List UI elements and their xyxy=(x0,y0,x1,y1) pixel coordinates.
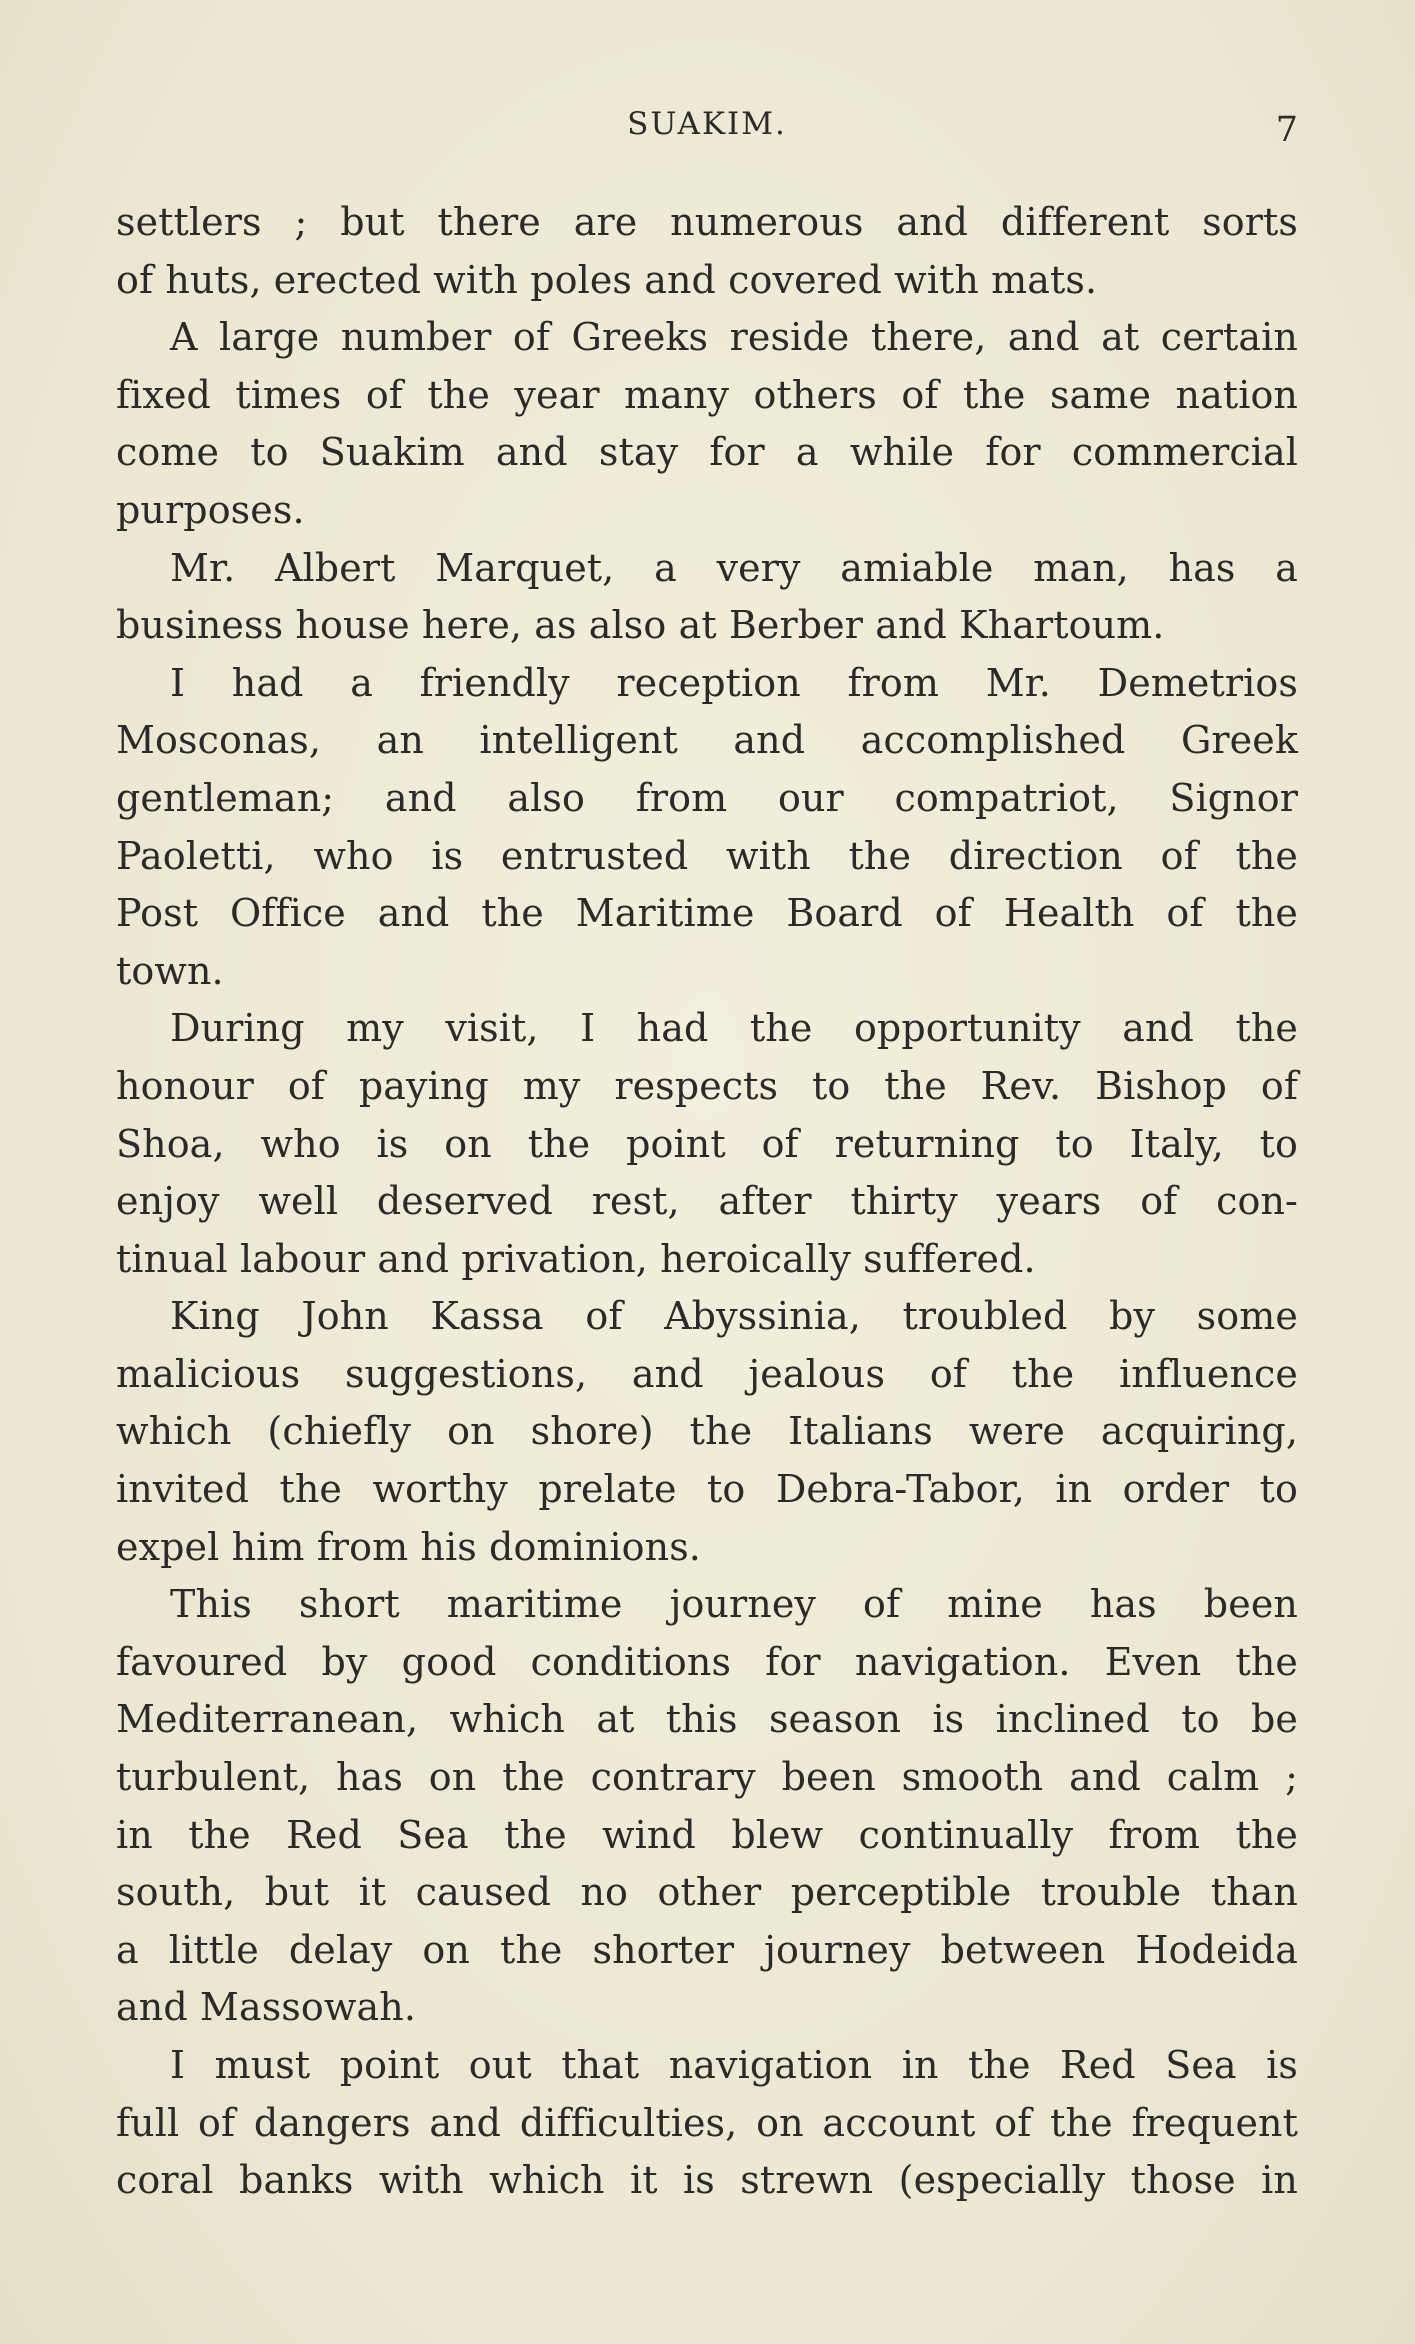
paragraph xyxy=(116,1288,1298,1576)
text-line: full of dangers and difficulties, on account of the frequent xyxy=(116,2100,1298,2145)
page-header xyxy=(116,102,1298,152)
text-line: in the Red Sea the wind blew continually from the xyxy=(116,1812,1298,1857)
text-line: settlers ; but there are numerous and different sorts xyxy=(116,200,1298,244)
paragraph xyxy=(116,309,1298,539)
text-line: come to Suakim and stay for a while for commercial xyxy=(116,430,1298,475)
text-line: of huts, erected with poles and covered with mats. xyxy=(116,257,1098,302)
text-line: turbulent, has on the contrary been smooth and calm ; xyxy=(116,1755,1298,1800)
text-line: purposes. xyxy=(116,487,305,532)
text-line: business house here, as also at Berber and Khartoum. xyxy=(116,603,1165,648)
text-line: south, but it caused no other perceptible trouble than xyxy=(116,1870,1298,1915)
text-line: town. xyxy=(116,948,224,993)
text-line: Mediterranean, which at this season is inclined to be xyxy=(116,1697,1298,1742)
text-line: I had a friendly reception from Mr. Demetrios xyxy=(170,660,1298,705)
text-line: which (chiefly on shore) the Italians were acquiring, xyxy=(116,1409,1298,1454)
text-line: Mr. Albert Marquet, a very amiable man, has a xyxy=(170,545,1298,590)
text-line: King John Kassa of Abyssinia, troubled by some xyxy=(170,1294,1298,1339)
running-title: SUAKIM. xyxy=(627,106,787,142)
text-line: and Massowah. xyxy=(116,1985,417,2030)
text-line: gentleman; and also from our compatriot, Signor xyxy=(116,775,1298,820)
text-line: malicious suggestions, and jealous of the influence xyxy=(116,1351,1298,1396)
text-line: This short maritime journey of mine has been xyxy=(170,1582,1298,1627)
text-line: expel him from his dominions. xyxy=(116,1524,701,1569)
paragraph xyxy=(116,1576,1298,2037)
text-line: Paoletti, who is entrusted with the direction of the xyxy=(116,833,1298,878)
paragraph xyxy=(116,2037,1298,2210)
text-line: a little delay on the shorter journey between Hodeida xyxy=(116,1927,1298,1972)
text-line: tinual labour and privation, heroically suffered. xyxy=(116,1236,1036,1281)
paragraph xyxy=(116,194,1298,309)
paragraph xyxy=(116,540,1298,655)
paragraph xyxy=(116,655,1298,1001)
text-line: favoured by good conditions for navigation. Even the xyxy=(116,1639,1298,1684)
text-line: I must point out that navigation in the Red Sea is xyxy=(170,2043,1298,2087)
text-line: Shoa, who is on the point of returning to Italy, to xyxy=(116,1121,1298,1166)
text-line: A large number of Greeks reside there, and at certain xyxy=(170,315,1298,360)
text-line: honour of paying my respects to the Rev. Bishop of xyxy=(116,1063,1298,1108)
text-line: enjoy well deserved rest, after thirty years of con- xyxy=(116,1179,1298,1224)
text-line: During my visit, I had the opportunity and the xyxy=(170,1006,1298,1051)
page-number: 7 xyxy=(1275,110,1298,150)
text-line: Post Office and the Maritime Board of Health of the xyxy=(116,891,1298,936)
text-line: fixed times of the year many others of the same nation xyxy=(116,372,1298,417)
text-line: coral banks with which it is strewn (especially those in xyxy=(116,2158,1298,2203)
paragraph xyxy=(116,1000,1298,1288)
text-line: invited the worthy prelate to Debra-Tabor, in order to xyxy=(116,1467,1298,1512)
text-line: Mosconas, an intelligent and accomplished Greek xyxy=(116,718,1298,763)
body-text xyxy=(116,194,1298,2210)
